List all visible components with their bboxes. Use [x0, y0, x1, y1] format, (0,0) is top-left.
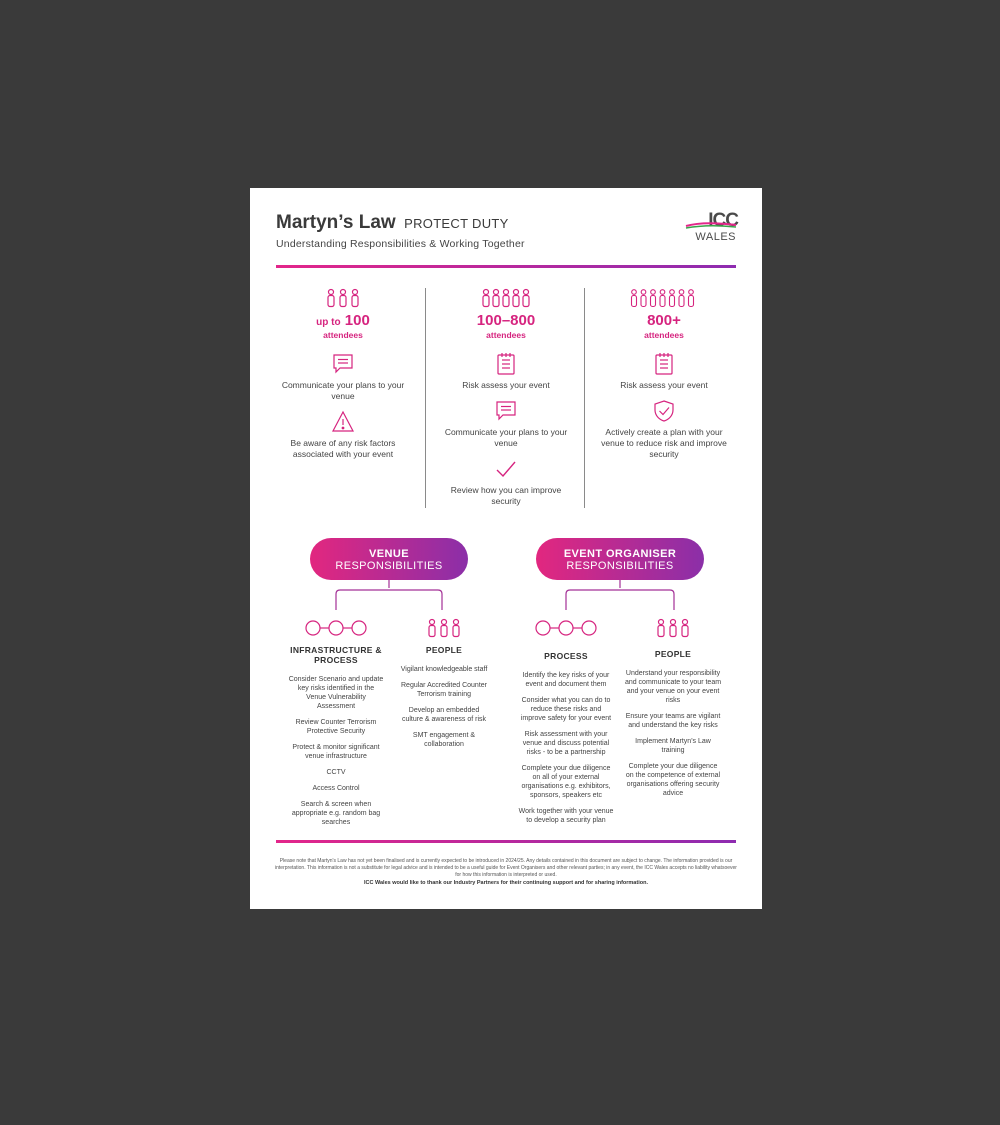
organiser-pill-line2: RESPONSIBILITIES [566, 560, 674, 572]
list-item: Review Counter Terrorism Protective Security [295, 719, 377, 735]
people-icon [656, 618, 690, 638]
list-item: Identify the key risks of your event and document them [522, 672, 610, 688]
list-item: Search & screen when appropriate e.g. random bag searches [291, 801, 381, 826]
process-circles-icon [304, 619, 368, 637]
tier-item [426, 457, 586, 507]
list-item: Understand your responsibility and communicate to your team and your venue on your event risks [624, 670, 722, 704]
list-item: Access Control [312, 785, 360, 792]
group-heading: PEOPLE [425, 645, 463, 655]
venue-responsibilities-pill [310, 538, 468, 580]
organiser-responsibilities-pill [536, 538, 704, 580]
tier-item-text: Risk assess your event [462, 380, 550, 390]
tier-range-value: 100 [344, 312, 370, 329]
tier-item-text: Communicate your plans to your venue [444, 427, 568, 448]
list-item: Ensure your teams are vigilant and understand the key risks [625, 713, 721, 729]
tier-range [263, 312, 423, 329]
list-item: Consider what you can do to reduce these risks and improve safety for your event [520, 697, 612, 722]
organiser-process-group [518, 617, 614, 832]
list-item: Vigilant knowledgeable staff [400, 666, 488, 673]
page-title: Martyn’s Law [276, 212, 396, 233]
shield-check-icon [652, 399, 676, 423]
list-item: Implement Martyn's Law training [635, 738, 711, 754]
tier-item [426, 352, 586, 391]
venue-infrastructure-group [288, 617, 384, 834]
tier-item-text: Actively create a plan with your venue to reduce risk and improve security [601, 427, 727, 459]
group-heading: INFRASTRUCTURE & PROCESS [290, 645, 382, 665]
process-circles-icon [534, 619, 598, 637]
tier-unit: attendees [323, 330, 363, 340]
list-item: SMT engagement & collaboration [412, 732, 476, 748]
tier-item [426, 399, 586, 449]
tier-small [263, 288, 423, 460]
group-heading: PEOPLE [654, 649, 692, 659]
group-heading: PROCESS [544, 651, 588, 661]
tier-item-text: Communicate your plans to your venue [281, 380, 405, 401]
poster-page [250, 188, 762, 909]
title-suffix: PROTECT DUTY [404, 216, 509, 231]
tier-item-text: Be aware of any risk factors associated with your event [290, 438, 396, 459]
tier-range-prefix: up to [316, 317, 341, 328]
tier-item-text: Risk assess your event [620, 380, 708, 390]
footer [272, 858, 740, 887]
tier-range-value: 100–800 [476, 312, 536, 329]
venue-pill-line2: RESPONSIBILITIES [335, 560, 443, 572]
tier-item [263, 410, 423, 460]
people-icon [427, 618, 461, 638]
venue-pill-line1: VENUE [369, 548, 409, 560]
document-icon [494, 352, 518, 376]
list-item: Protect & monitor significant venue infrastructure [292, 744, 380, 760]
logo-text-wales: WALES [695, 231, 736, 243]
chat-icon [331, 352, 355, 376]
list-item: Complete your due diligence on all of your external organisations e.g. exhibitors, sponsors, speakers etc [521, 765, 611, 799]
organiser-pill-line1: EVENT ORGANISER [563, 548, 677, 560]
warning-icon [331, 410, 355, 434]
icc-wales-logo [684, 210, 738, 248]
footer-disclaimer: Please note that Martyn's Law has not yet been finalised and is currently expected to be introduced in 2024/25. Any details contained in this document are subject to change. The information provided is our interpretation. This information is not a substitute for legal advice and is intended to be a useful guide for Event Organisers and other relevant parties; in any event, the ICC Wales accepts no liability whatsoever for how this information is interpreted or used. [275, 858, 737, 878]
tier-medium [426, 288, 586, 507]
list-item: Work together with your venue to develop a security plan [518, 808, 614, 824]
header-divider [276, 265, 736, 268]
tier-range-value: 800+ [647, 312, 681, 329]
tier-item [584, 352, 744, 391]
chat-icon [494, 399, 518, 423]
people-icon [584, 288, 744, 310]
title-row [276, 212, 509, 234]
people-icon [263, 288, 423, 310]
organiser-branch-connector [560, 580, 684, 614]
logo-swoosh-icon [684, 221, 738, 229]
list-item: Risk assessment with your venue and discuss potential risks - to be a partnership [522, 731, 610, 756]
list-item: Develop an embedded culture & awareness of risk [401, 707, 487, 723]
people-icon [426, 288, 586, 310]
logo-text-icc: ICC [708, 210, 738, 231]
organiser-people-group [624, 617, 722, 805]
venue-branch-connector [330, 580, 450, 614]
tier-item [263, 352, 423, 402]
tier-unit: attendees [486, 330, 526, 340]
footer-thanks: ICC Wales would like to thank our Industry Partners for their continuing support and for sharing information. [364, 880, 648, 886]
tier-item-text: Review how you can improve security [450, 485, 562, 506]
footer-divider [276, 840, 736, 843]
list-item: Complete your due diligence on the competence of external organisations offering security advice [625, 763, 721, 797]
document-icon [652, 352, 676, 376]
list-item: CCTV [326, 769, 346, 776]
list-item: Regular Accredited Counter Terrorism training [401, 682, 487, 698]
tier-unit: attendees [644, 330, 684, 340]
page-subtitle: Understanding Responsibilities & Working Together [276, 238, 525, 250]
tier-large [584, 288, 744, 460]
check-icon [494, 457, 518, 481]
list-item: Consider Scenario and update key risks identified in the Venue Vulnerability Assessment [288, 676, 384, 710]
venue-people-group [398, 617, 490, 756]
tier-item [584, 399, 744, 460]
